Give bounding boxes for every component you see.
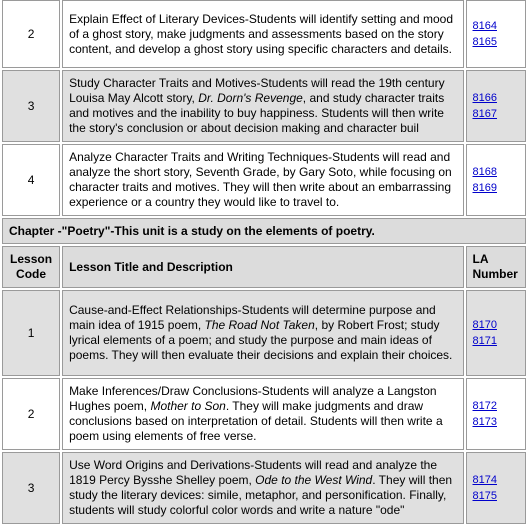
la-number-link[interactable]: 8174 [472,474,497,486]
lesson-description [62,378,463,450]
la-number-link[interactable]: 8165 [472,36,497,48]
la-number-cell [466,70,527,142]
poem-title: The Road Not Taken [204,318,315,332]
column-header-la-number: LA Number [466,246,527,288]
column-header-lesson-code: Lesson Code [2,246,60,288]
desc-text: Use Word Origins and Derivations-Students will read and analyze the 1819 Percy Bysshe Shelley poem, [69,458,438,487]
la-number-link[interactable]: 8172 [472,400,497,412]
table-row [2,0,526,68]
la-number-link[interactable]: 8173 [472,416,497,428]
la-number-link[interactable]: 8170 [472,319,497,331]
la-number-cell [466,290,527,376]
la-number-link[interactable]: 8175 [472,490,497,502]
lesson-code: 3 [2,70,60,142]
desc-text: Cause-and-Effect Relationships-Students will determine purpose and main idea of 1915 poem, [69,303,436,332]
desc-text: . They will then study the literary devices: simile, metaphor, and personification. Finally, students will study colorful color words and write a nature "ode" [69,473,453,517]
poem-title: Mother to Son [150,399,226,413]
la-number-link[interactable]: 8166 [472,92,497,104]
header-row [2,246,526,288]
lesson-code: 1 [2,290,60,376]
lesson-description: Analyze Character Traits and Writing Techniques-Students will read and analyze the short story, Seventh Grade, by Gary Soto, while focusing on character traits and motives. They will then write about an embarrassing experience or a country they would like to travel to. [62,144,463,216]
la-number-link[interactable]: 8168 [472,166,497,178]
la-number-cell [466,0,527,68]
desc-text: Make Inferences/Draw Conclusions-Students will analyze a Langston Hughes poem, [69,384,437,413]
lesson-description [62,290,463,376]
table-row [2,290,526,376]
chapter-heading: Chapter -"Poetry"-This unit is a study on the elements of poetry. [2,218,526,244]
lesson-description: Explain Effect of Literary Devices-Students will identify setting and mood of a ghost story, make judgments and assessments based on the story content, and develop a ghost story using specific characters and details. [62,0,463,68]
table-row [2,452,526,524]
lesson-code: 3 [2,452,60,524]
story-title: Dr. Dorn's Revenge [198,91,303,105]
chapter-row [2,218,526,244]
la-number-cell [466,144,527,216]
lesson-description [62,452,463,524]
desc-text: . They will make judgments and draw conclusions based on interpretation of detail. Students will then write a poem using elements of free verse. [69,399,443,443]
lesson-code: 2 [2,378,60,450]
column-header-title: Lesson Title and Description [62,246,463,288]
desc-text: , and study character traits and motives and the inability to buy happiness. Students will then write the story's conclusion or about decision making and character buil [69,91,445,135]
la-number-link[interactable]: 8167 [472,108,497,120]
lesson-code: 4 [2,144,60,216]
table-row [2,378,526,450]
la-number-cell [466,378,527,450]
table-row [2,70,526,142]
lesson-code: 2 [2,0,60,68]
la-number-link[interactable]: 8169 [472,182,497,194]
lesson-description [62,70,463,142]
desc-text: Study Character Traits and Motives-Students will read the 19th century Louisa May Alcott story, [69,76,445,105]
la-number-link[interactable]: 8164 [472,20,497,32]
table-row [2,144,526,216]
desc-text: , by Robert Frost; study lyrical elements of a poem; and study the purpose and main ideas of poems. They will then evaluate their decisions and explain their choices. [69,318,453,362]
la-number-link[interactable]: 8171 [472,335,497,347]
poem-title: Ode to the West Wind [255,473,373,487]
la-number-cell [466,452,527,524]
